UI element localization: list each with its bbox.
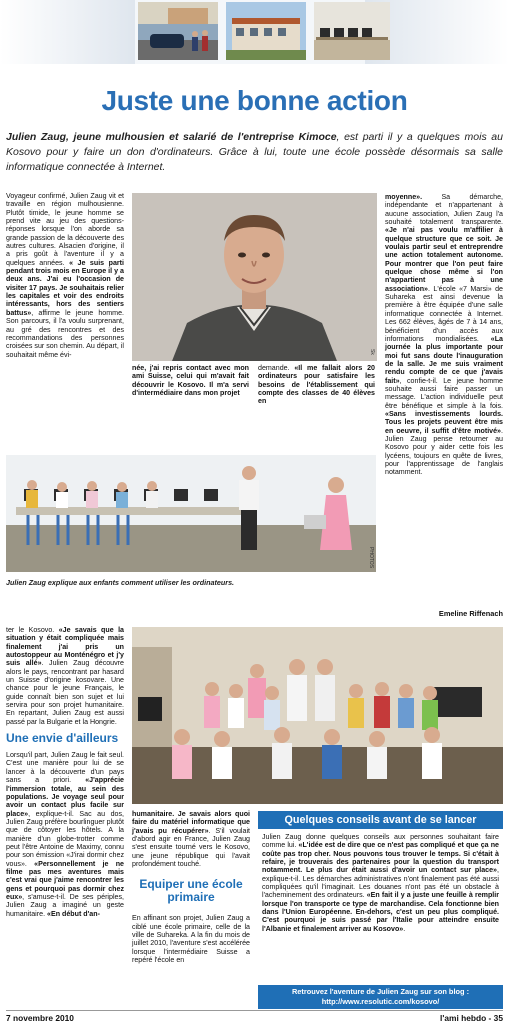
text-run: . L'école «7 Marsi» de Suhareka est ainsi devenue la première à être équipée d'une salle informatique connectée à Internet. Les 662 élèves, âgés de 7 à 14 ans, bénéficient d'un accès aux informations mondialisées. xyxy=(385,284,503,343)
tips-box-body xyxy=(258,829,503,933)
text-run: ter le Kosovo. xyxy=(6,626,59,634)
text-run: demande. xyxy=(258,364,295,372)
tips-box-title: Quelques conseils avant de se lancer xyxy=(258,811,503,829)
quote-run: «L'idée est de dire que ce n'est pas compliqué et que ça ne coûte pas trop cher. Nous pouvons tous trouver le temps. Si c'était à refaire, je trouverais des partenaires pour la question du transport notamment. Le plus dur était aussi d'avoir un contact sur place» xyxy=(262,841,499,875)
group-photo xyxy=(132,627,503,804)
portrait-art xyxy=(132,193,377,361)
portrait-photo xyxy=(132,193,377,361)
quote-run: humanitaire. Je savais alors quoi faire du matériel informatique que j'avais pu récupérer» xyxy=(132,810,250,835)
text-run: . xyxy=(403,924,406,933)
article-author: Emeline Riffenach xyxy=(438,609,503,618)
headline: Juste une bonne action xyxy=(101,85,408,116)
strip-photo-computer-room xyxy=(314,2,390,60)
column-2-mid xyxy=(132,364,249,397)
quote-run: «La journée la plus importante pour moi fut sans doute l'inauguration de la salle. Je me suis vraiment rendu compte de ce que j'avais fait» xyxy=(385,334,503,385)
lead-text: , est parti il y a quelques mois au Kosovo pour y faire un don d'ordinateurs. Grâce à lui, toute une école possède désormais sa salle informatique connectée à Internet. xyxy=(6,131,503,173)
column-2-bottom xyxy=(132,810,250,964)
quote-run: «Je n'ai pas voulu m'affilier à quelque structure que ce soit. Je voulais partir seul et entreprendre une action totalement autonome. Pour montrer que l'on peut faire quelque chose même si l'on n'appartient pas à une association» xyxy=(385,226,503,293)
text-run: , explique-t-il. Sac au dos, Julien Zaug préfère bourlinguer plutôt que de côtoyer les hôtels. A la manière d'un globe-trotter comme peut l'être Antoine de Maximy, connu pour son émission «J'irai dormir chez vous». xyxy=(6,809,124,868)
top-strip-art xyxy=(0,0,509,64)
text-run: , s'amuse-t-il. De ses périples, Julien Zaug a imaginé un geste humanitaire. xyxy=(6,892,124,918)
quote-run: née, j'ai repris contact avec mon ami Suisse, celui qui m'avait fait découvrir le Kosovo. Il m'a servi d'intermédiaire dans mon projet xyxy=(132,364,249,398)
quote-run: «J'apprécie l'immersion totale, au sein des populations. Je voyage seul pour avoir un contact plus facile sur place» xyxy=(6,776,124,818)
blog-intro: Retrouvez l'aventure de Julien Zaug sur son blog : xyxy=(291,987,470,996)
classroom-credit: PHOTOS xyxy=(368,546,374,568)
quote-run: «Personnellement je ne filme pas mes aventures mais c'est vrai que j'aime rencontrer les gens et pourquoi pas dormir chez eux» xyxy=(6,859,124,901)
lead-paragraph xyxy=(6,130,503,175)
tips-box-link xyxy=(258,985,503,1009)
quote-run: «Sans investissements lourds. Tous les projets peuvent être mis en oeuvre, il suffit d'être motivé» xyxy=(385,409,503,435)
text-run: . Julien Zaug pense retourner au Kosovo pour y aider cette fois les lycéens, toujours en quête de livres, pour l'apprentissage de l'anglais notamment. xyxy=(385,426,503,477)
quote-run: moyenne». xyxy=(385,193,442,201)
column-1-bottom xyxy=(6,626,124,918)
text-run: . Julien Zaug découvre alors le pays, rencontrant par hasard un Suisse d'origine kosovare. Une chance pour le jeune Français, le guide connaît bien son sujet et lui servira pour son projet humanitaire. En repartant, Julien Zaug est aussi passé par la Bulgarie et la Hongrie. xyxy=(6,659,124,726)
footer-publication: l'ami hebdo - 35 xyxy=(440,1013,503,1023)
text-run: En affinant son projet, Julien Zaug a ciblé une école primaire, celle de la ville de Suhareka. A la fin du mois de juillet 2010, l'aventure s'est accélérée lorsque l'intermédiaire Suisse a repéré l'école en xyxy=(132,914,250,965)
quote-run: «Je savais que la situation y était compliquée mais finalement j'ai pris un autostoppeur au Monténégro et j'y suis allé» xyxy=(6,626,124,668)
column-4-top xyxy=(385,193,503,477)
text-run: Sa démarche, indépendante et n'appartenant à aucune association, Julien Zaug l'a souhaité totalement transparente. xyxy=(385,193,503,227)
strip-photo-street xyxy=(138,2,218,60)
footer-rule xyxy=(6,1010,503,1011)
text-run: Lorsqu'il part, Julien Zaug le fait seul. C'est une manière pour lui de se lancer à la découverte d'un pays sans a priori. xyxy=(6,751,124,785)
text-run: , affirme le jeune homme. Son parcours, il l'a voulu surprenant, au gré des rencontres et des recommandations des personnes croisées sur son chemin. Au départ, il souhaitait même évi- xyxy=(6,308,124,359)
classroom-caption: Julien Zaug explique aux enfants comment utiliser les ordinateurs. xyxy=(6,578,235,587)
tips-box xyxy=(258,811,503,1009)
quote-run: «Il me fallait alors 20 ordinateurs pour satisfaire les besoins de l'établissement qui compte des classes de 40 élèves en xyxy=(258,364,375,406)
text-run: . S'il voulait d'abord agir en France, Julien Zaug s'est ensuite tourné vers le Kosovo, une jeune république qui l'avait profondément touché. xyxy=(132,826,250,869)
footer-date: 7 novembre 2010 xyxy=(6,1013,74,1023)
lead-name: Julien Zaug, jeune mulhousien et salarié de l'entreprise Kimoce xyxy=(6,131,337,143)
strip-photo-school xyxy=(226,2,306,60)
portrait-credit: Sk xyxy=(369,349,375,355)
top-photo-strip xyxy=(0,0,509,64)
classroom-art xyxy=(6,455,376,572)
quote-run: «En début d'an- xyxy=(47,909,100,918)
column-1-top xyxy=(6,192,124,359)
text-run: Voyageur confirmé, Julien Zaug vit et travaille en région mulhousienne. Plutôt timide, le jeune homme se prend vite au jeu des questions-réponses lorsque l'on aborde sa grande passion de la découverte des autres cultures. Alsacien d'origine, il a pris goût à l'aventure il y a quelques années. xyxy=(6,192,124,267)
blog-url-link[interactable]: http://www.resolutic.com/kosovo/ xyxy=(321,997,440,1006)
text-run: Julien Zaug donne quelques conseils aux personnes souhaitant faire comme lui. xyxy=(262,833,499,850)
text-run: , explique-t-il. Les démarches administratives n'ont finalement pas été aussi compliquées qu'il l'imaginait. Les douanes n'ont pas été un obstacle à l'acheminement des ordinateurs. xyxy=(262,866,499,900)
quote-run: « Je suis parti pendant trois mois en Europe il y a deux ans. J'ai eu l'occasion de visiter 17 pays. Je souhaitais relier les capitales et voir des endroits intéressants, hors des sentiers battus» xyxy=(6,258,124,317)
quote-run: «En fait il y a juste une feuille à remplir lorsque l'on transporte ce type de marchandise. Cela fonctionne bien dans l'Union Européenne. En-dehors, c'est un peu plus compliqué. C'est pourquoi je suis passé par l'Italie pour atteindre ensuite l'Albanie et finalement arriver au Kosovo» xyxy=(262,891,499,933)
classroom-photo xyxy=(6,455,376,572)
subhead-equiper-ecole: Equiper une école primaire xyxy=(139,877,243,905)
column-3-mid xyxy=(258,364,375,406)
subhead-envie-ailleurs: Une envie d'ailleurs xyxy=(6,731,119,746)
text-run: , confie-t-il. Le jeune homme souhaite aussi faire passer un message. L'action individuelle peut être bénéfique et simple à la fois. xyxy=(385,376,503,410)
group-art xyxy=(132,627,503,804)
